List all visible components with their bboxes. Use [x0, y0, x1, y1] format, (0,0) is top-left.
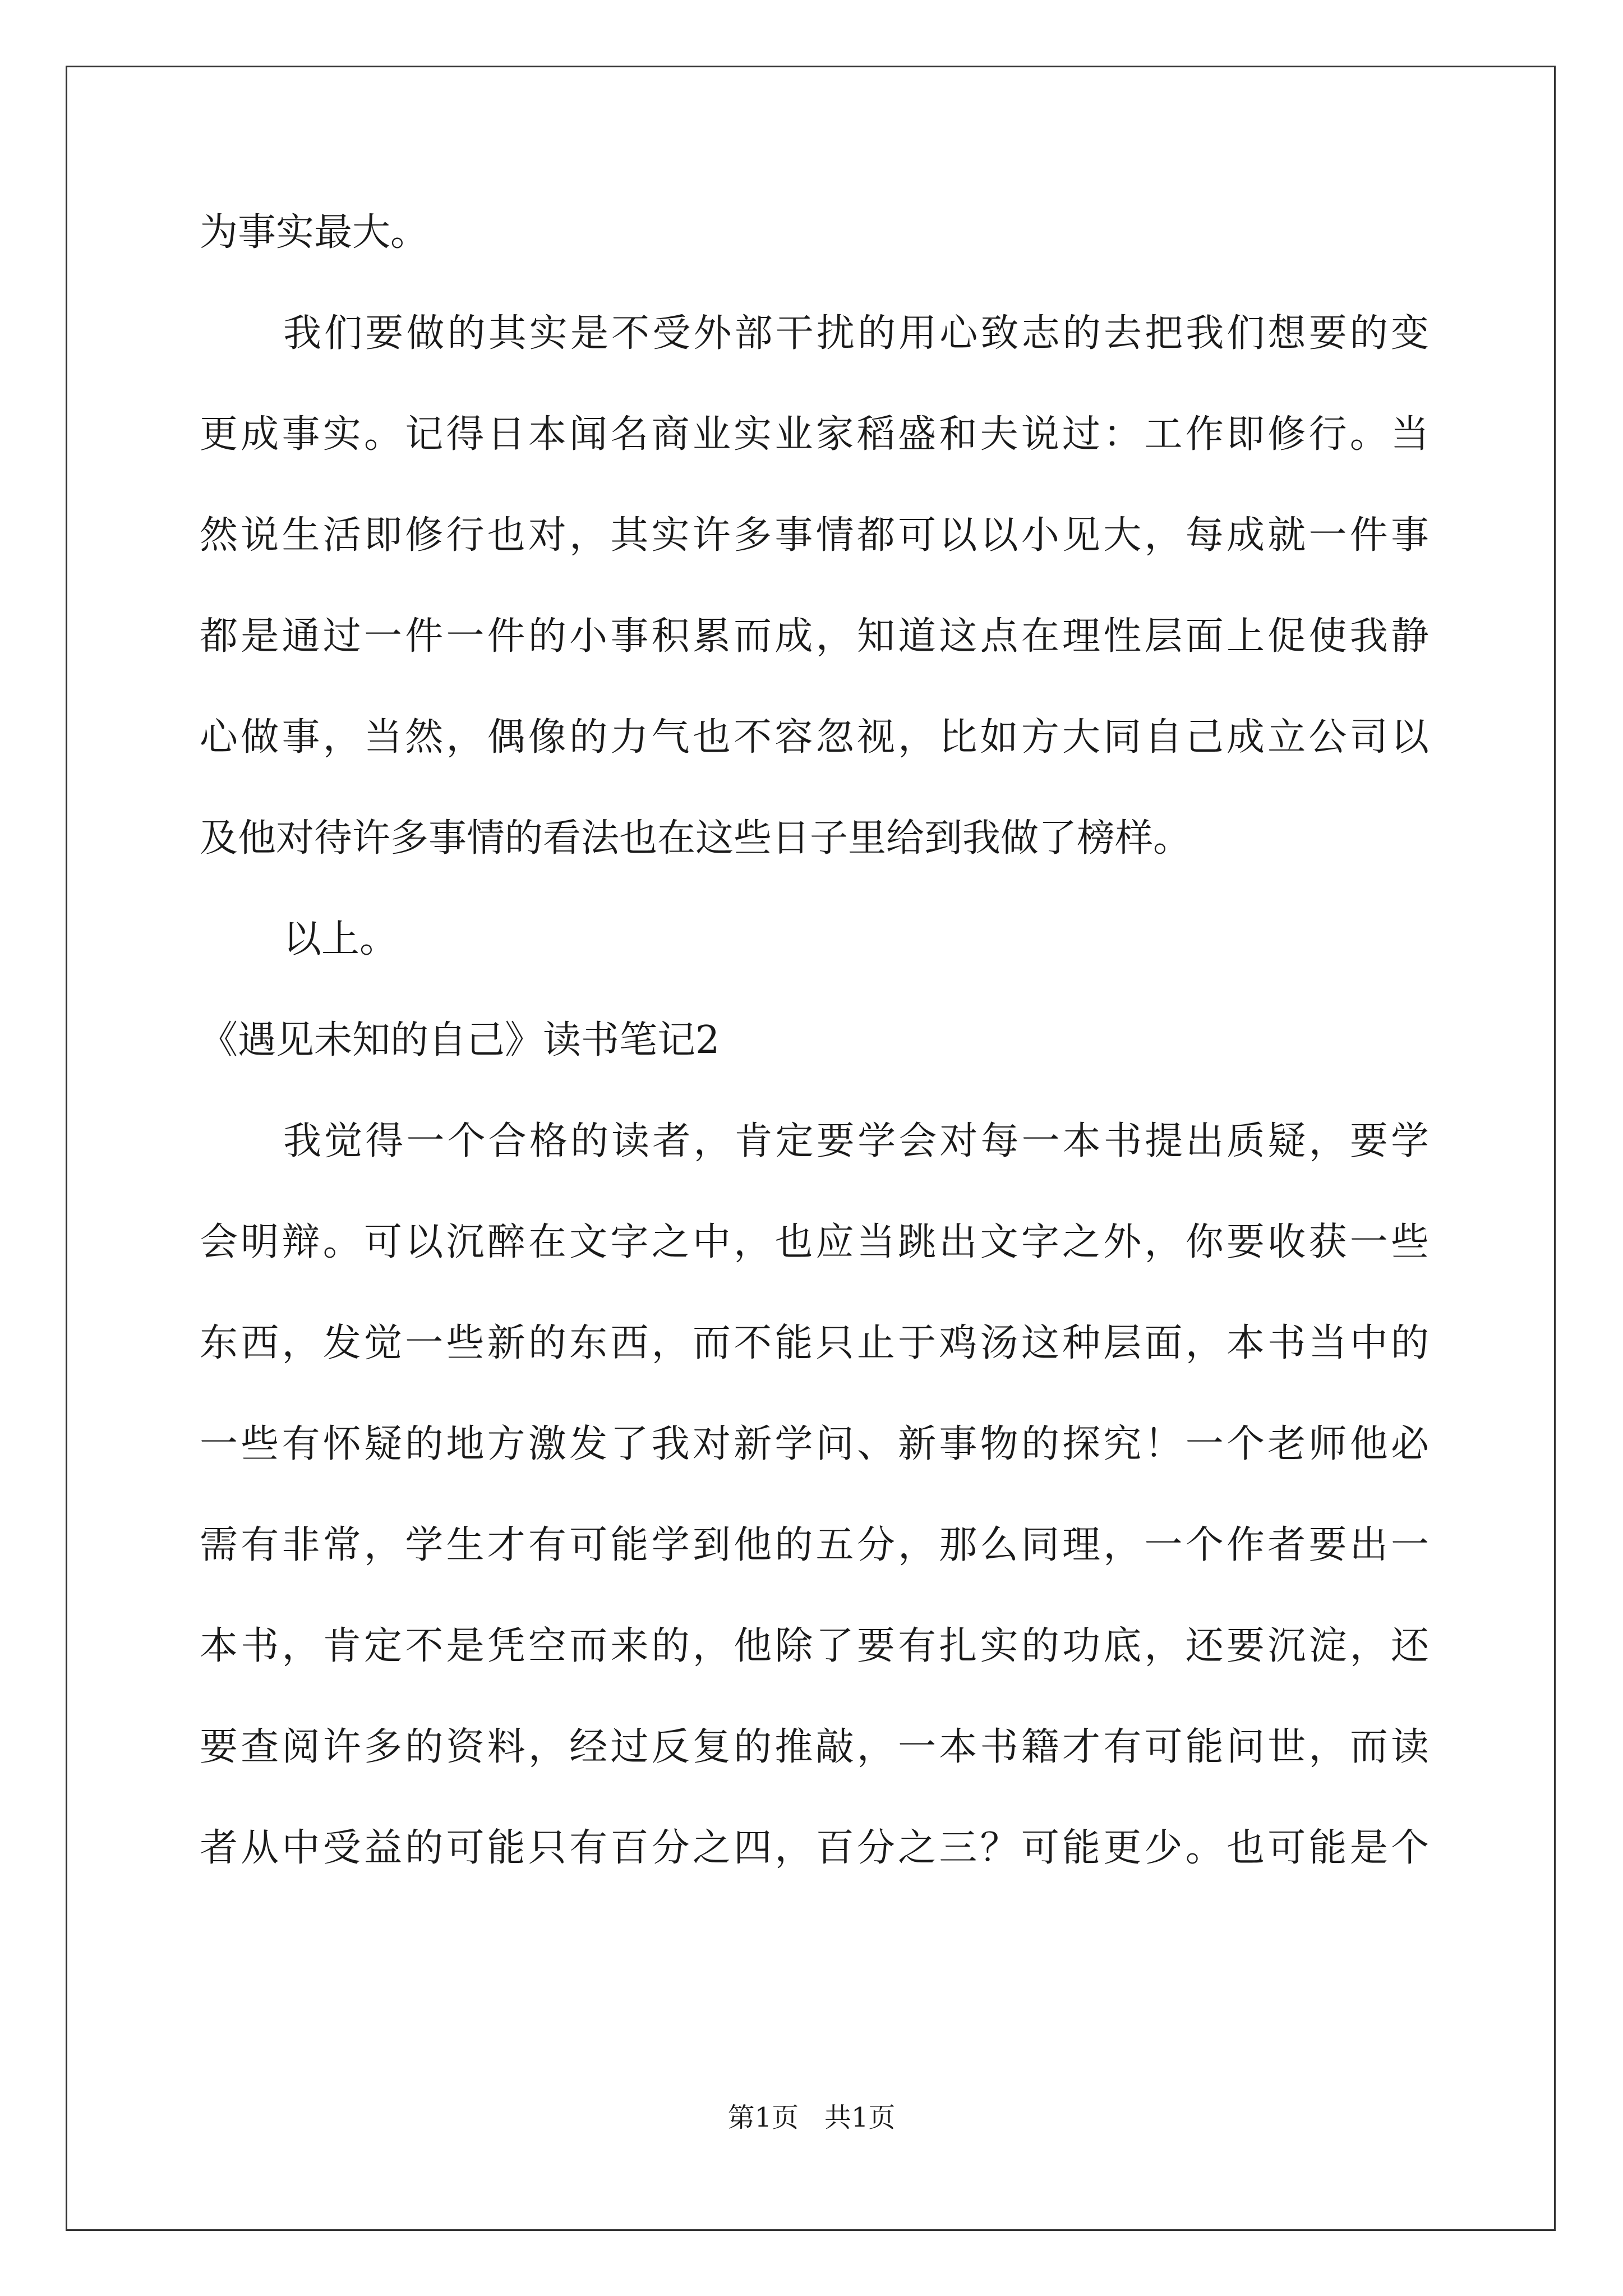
text-line: 以上。 [283, 917, 398, 961]
text-line: 然说生活即修行也对，其实许多事情都可以以小见大，每成就一件事 [200, 513, 1429, 558]
text-line: 及他对待许多事情的看法也在这些日子里给到我做了榜样。 [200, 816, 1192, 861]
text-line: 要查阅许多的资料，经过反复的推敲，一本书籍才有可能问世，而读 [200, 1725, 1429, 1769]
text-line: 为事实最大。 [200, 210, 429, 255]
section-heading: 《遇见未知的自己》读书笔记2 [200, 1018, 720, 1062]
text-line: 一些有怀疑的地方激发了我对新学问、新事物的探究！一个老师他必 [200, 1422, 1429, 1466]
text-line: 更成事实。记得日本闻名商业实业家稻盛和夫说过：工作即修行。当 [200, 412, 1429, 457]
text-line: 都是通过一件一件的小事积累而成，知道这点在理性层面上促使我静 [200, 614, 1429, 659]
text-line: 本书，肯定不是凭空而来的，他除了要有扎实的功底，还要沉淀，还 [200, 1624, 1429, 1668]
text-line: 需有非常，学生才有可能学到他的五分，那么同理，一个作者要出一 [200, 1523, 1429, 1567]
text-line: 我们要做的其实是不受外部干扰的用心致志的去把我们想要的变 [283, 311, 1429, 356]
text-line: 东西，发觉一些新的东西，而不能只止于鸡汤这种层面，本书当中的 [200, 1321, 1429, 1365]
text-line: 会明辩。可以沉醉在文字之中，也应当跳出文字之外，你要收获一些 [200, 1220, 1429, 1264]
text-line: 我觉得一个合格的读者，肯定要学会对每一本书提出质疑，要学 [283, 1119, 1429, 1163]
text-line: 心做事，当然，偶像的力气也不容忽视，比如方大同自己成立公司以 [200, 715, 1429, 760]
page-footer: 第1页 共1页 [727, 2102, 896, 2133]
text-line: 者从中受益的可能只有百分之四，百分之三？可能更少。也可能是个 [200, 1826, 1429, 1870]
document-body [200, 182, 1429, 1899]
